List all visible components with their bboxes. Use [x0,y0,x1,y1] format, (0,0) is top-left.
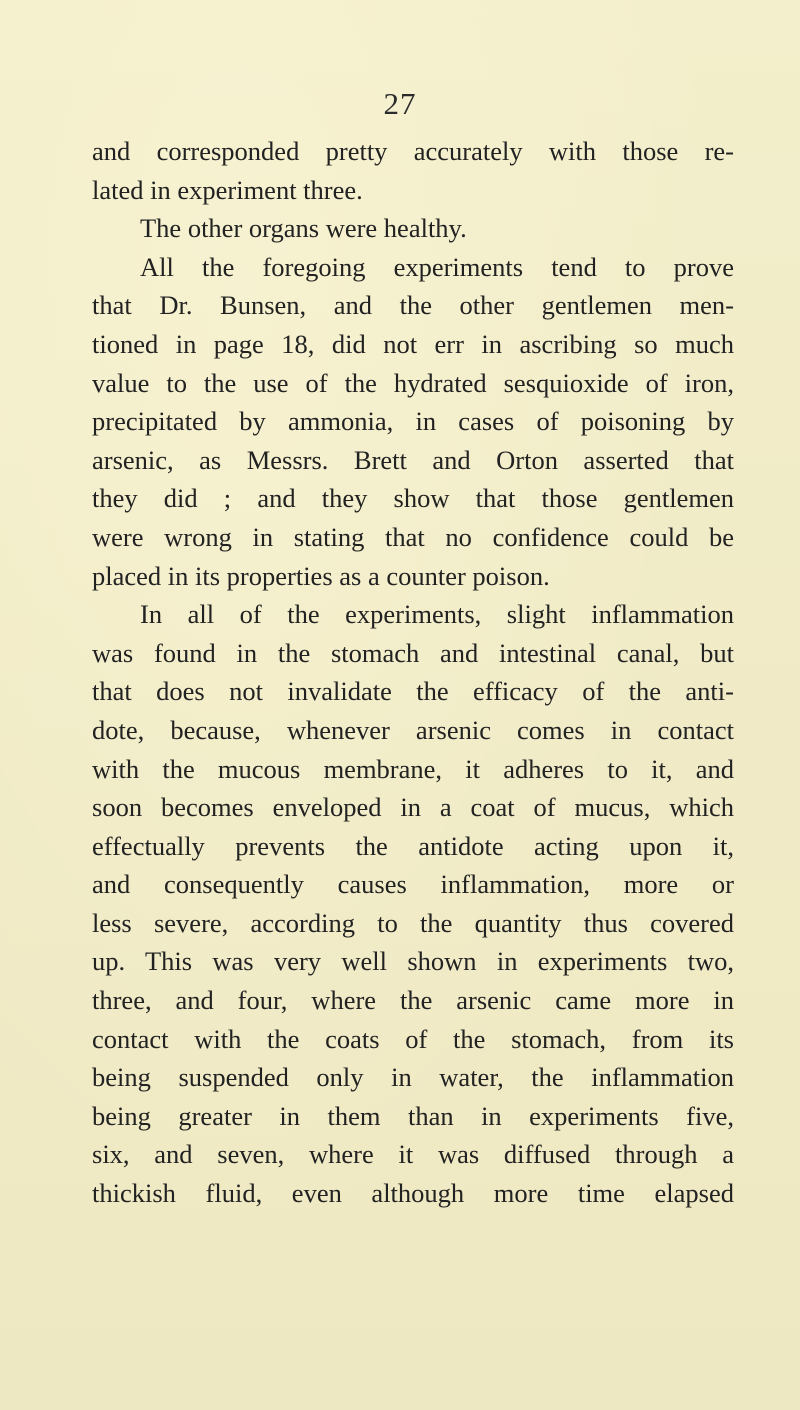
text-line: lated in experiment three. [92,174,363,205]
text-line: placed in its properties as a counter poison. [92,560,550,591]
text-line: In all of the experiments, slight inflammation [140,599,734,630]
text-line: and consequently causes inflammation, more or [92,869,734,900]
text-line: were wrong in stating that no confidence could be [92,521,734,552]
text-line: contact with the coats of the stomach, from its [92,1023,734,1054]
text-line: that Dr. Bunsen, and the other gentlemen men- [92,290,734,321]
text-line: three, and four, where the arsenic came more in [92,985,734,1016]
text-line: being greater in them than in experiments five, [92,1100,734,1131]
text-line: with the mucous membrane, it adheres to it, and [92,753,734,784]
text-line: thickish fluid, even although more time elapsed [92,1178,734,1209]
text-line: up. This was very well shown in experiments two, [92,946,734,977]
text-line: and corresponded pretty accurately with those re- [92,136,734,166]
text-line: precipitated by ammonia, in cases of poisoning by [92,406,734,437]
text-line: All the foregoing experiments tend to prove [140,251,734,282]
text-line: soon becomes enveloped in a coat of mucus, which [92,792,734,823]
text-line: effectually prevents the antidote acting upon it, [92,830,734,861]
text-line: The other organs were healthy. [140,213,467,244]
text-line: they did ; and they show that those gentlemen [92,483,734,514]
text-line: less severe, according to the quantity thus covered [92,907,734,938]
text-line: being suspended only in water, the inflammation [92,1062,734,1093]
text-line: that does not invalidate the efficacy of the anti- [92,676,734,707]
text-line: tioned in page 18, did not err in ascribing so much [92,328,734,359]
text-line: six, and seven, where it was diffused through a [92,1139,734,1170]
body-text [92,132,734,1213]
text-line: value to the use of the hydrated sesquioxide of iron, [92,367,734,398]
page-number: 27 [383,86,417,121]
text-line: was found in the stomach and intestinal canal, but [92,637,734,668]
text-line: dote, because, whenever arsenic comes in contact [92,714,734,745]
text-line: arsenic, as Messrs. Brett and Orton asserted that [92,444,734,475]
